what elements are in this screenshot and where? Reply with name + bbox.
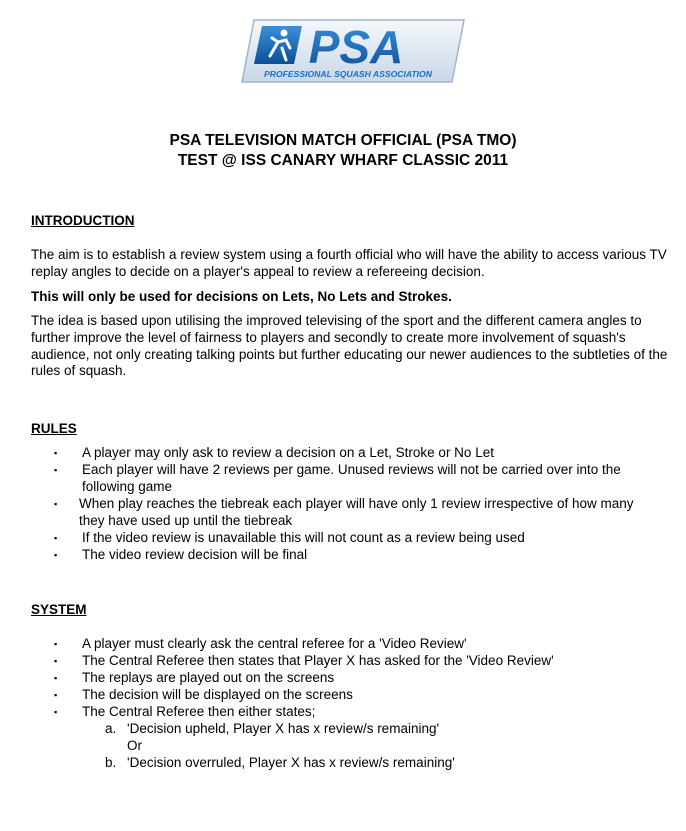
bullet-icon: ▪ bbox=[54, 533, 58, 543]
psa-logo bbox=[240, 18, 466, 84]
rules-item-text: Each player will have 2 reviews per game. Unused reviews will not be carried over into the following game bbox=[82, 462, 621, 494]
system-item-text: The Central Referee then either states; bbox=[82, 704, 316, 719]
bullet-icon: ▪ bbox=[54, 499, 58, 509]
sub-item-text: 'Decision overruled, Player X has x review/s remaining' bbox=[127, 755, 455, 770]
system-item-text: The Central Referee then states that Player X has asked for the 'Video Review' bbox=[82, 653, 554, 668]
sub-item-text: 'Decision upheld, Player X has x review/s remaining' bbox=[127, 721, 440, 736]
bullet-icon: ▪ bbox=[54, 656, 58, 666]
document-title-line1: PSA TELEVISION MATCH OFFICIAL (PSA TMO) bbox=[169, 132, 517, 149]
system-item-text: The decision will be displayed on the screens bbox=[82, 687, 353, 702]
system-item-text: The replays are played out on the screens bbox=[82, 670, 335, 685]
document-title-line2: TEST @ ISS CANARY WHARF CLASSIC 2011 bbox=[177, 152, 509, 169]
bullet-icon: ▪ bbox=[54, 465, 58, 475]
bullet-icon: ▪ bbox=[54, 673, 58, 683]
bullet-icon: ▪ bbox=[54, 448, 58, 458]
introduction-heading: INTRODUCTION bbox=[31, 213, 135, 228]
rules-heading: RULES bbox=[31, 421, 77, 436]
logo-tagline: PROFESSIONAL SQUASH ASSOCIATION bbox=[264, 69, 432, 79]
bullet-icon: ▪ bbox=[54, 550, 58, 560]
bullet-icon: ▪ bbox=[54, 707, 58, 717]
rules-item-text: A player may only ask to review a decision on a Let, Stroke or No Let bbox=[82, 445, 494, 460]
introduction-paragraph-2: This will only be used for decisions on Lets, No Lets and Strokes. bbox=[31, 289, 452, 304]
sub-item-letter: a. bbox=[105, 721, 117, 736]
rules-item-text: The video review decision will be final bbox=[82, 547, 308, 562]
system-item-text: A player must clearly ask the central referee for a 'Video Review' bbox=[82, 636, 467, 651]
rules-item-text: If the video review is unavailable this will not count as a review being used bbox=[82, 530, 525, 545]
bullet-icon: ▪ bbox=[54, 690, 58, 700]
rules-item-text: When play reaches the tiebreak each player will have only 1 review irrespective of how many they have used up until the tiebreak bbox=[79, 496, 634, 528]
introduction-paragraph-3: The idea is based upon utilising the improved televising of the sport and the different camera angles to further improve the level of fairness to players and secondly to create more involvement of squash's audience, not only creating talking points but further educating our newer audiences to the subtleties of the rules of squash. bbox=[31, 313, 668, 379]
system-heading: SYSTEM bbox=[31, 602, 87, 617]
introduction-paragraph-1: The aim is to establish a review system using a fourth official who will have the ability to access various TV replay angles to decide on a player's appeal to review a refereeing decision. bbox=[31, 247, 667, 279]
sub-item-letter: b. bbox=[105, 755, 117, 770]
logo-brand: PSA bbox=[308, 21, 404, 73]
bullet-icon: ▪ bbox=[54, 639, 58, 649]
system-sub-or: Or bbox=[127, 738, 142, 753]
